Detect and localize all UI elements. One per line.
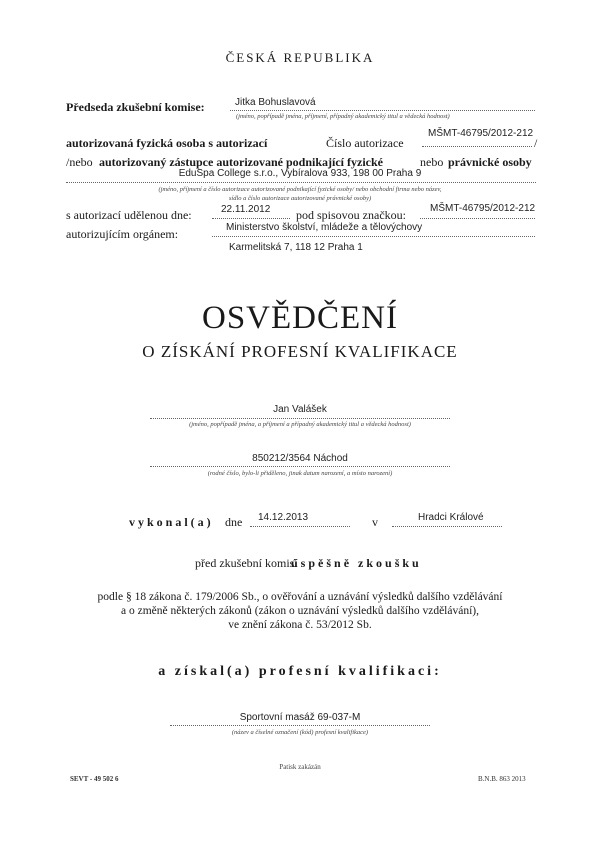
exam-date-dotline: [250, 526, 350, 527]
holder-name-dotline: [150, 418, 450, 419]
file-value: MŠMT-46795/2012-212: [430, 203, 536, 214]
authorization-or-prefix: /nebo: [66, 155, 93, 169]
exam-date-value: 14.12.2013: [258, 512, 309, 523]
exam-date-label: dne: [225, 515, 243, 529]
law-line-2: a o změně některých zákonů (zákon o uznávání výsledků dalšího vzdělávání),: [121, 605, 479, 617]
exam-place-label: v: [372, 515, 378, 529]
qualification-heading: a získal(a) profesní kvalifikaci:: [158, 664, 442, 679]
qualification-note: (název a číselné označení (kód) profesní kvalifikace): [231, 729, 369, 736]
examiner-note: (jméno, popřípadě jména, příjmení, případný akademický titul a vědecká hodnost): [236, 113, 450, 120]
authorization-number-label: Číslo autorizace: [326, 136, 404, 150]
holder-name: Jan Valášek: [273, 404, 327, 415]
exam-place-dotline: [392, 526, 502, 527]
examiner-name: Jitka Bohuslavová: [235, 97, 316, 108]
authorization-note-2: sídlo a číslo autorizace autorizované právnické osoby): [228, 195, 372, 202]
file-label: pod spisovou značkou:: [296, 208, 406, 222]
certificate-title: OSVĚDČENÍ: [202, 300, 398, 336]
footer-sevt: SEVT - 49 502 6: [70, 775, 119, 783]
authorization-type-label: autorizovaná fyzická osoba s autorizací: [66, 136, 268, 150]
country-header: ČESKÁ REPUBLIKA: [225, 50, 375, 65]
authorization-org-dotline: [66, 182, 536, 183]
holder-birth-dotline: [150, 466, 450, 467]
law-line-3: ve znění zákona č. 53/2012 Sb.: [228, 619, 372, 631]
file-dotline: [420, 218, 535, 219]
authorization-note-1: (jméno, příjmení a číslo autorizace autorizované podnikající fyzické osoby/ nebo obchodní firma nebo název,: [158, 186, 442, 193]
authorization-org-value: EduSpa College s.r.o., Vybíralova 933, 198 00 Praha 9: [178, 168, 422, 179]
footer-bnb: B.N.B. 863 2013: [478, 775, 526, 783]
authorization-rep-label: autorizovaný zástupce autorizované podnikající fyzické: [99, 155, 383, 169]
authority-label: autorizujícím orgánem:: [66, 227, 179, 241]
exam-before-label: před zkušební komisí: [195, 556, 298, 570]
authority-value: Ministerstvo školství, mládeže a tělovýchovy: [226, 222, 423, 233]
examiner-dotline: [230, 110, 535, 111]
law-line-1: podle § 18 zákona č. 179/2006 Sb., o ověřování a uznávání výsledků dalšího vzdělávání: [97, 591, 503, 603]
authorization-number-value: MŠMT-46795/2012-212: [428, 128, 534, 139]
authorization-rep-or: nebo: [420, 155, 444, 169]
authority-address: Karmelitská 7, 118 12 Praha 1: [229, 242, 363, 253]
qualification-dotline: [170, 725, 430, 726]
holder-birth: 850212/3564 Náchod: [252, 453, 348, 464]
exam-performed-label: vykonal(a): [129, 515, 214, 529]
granted-label: s autorizací udělenou dne:: [66, 208, 192, 222]
exam-place-value: Hradci Králové: [418, 512, 484, 523]
authorization-number-dotline: [422, 146, 532, 147]
granted-dotline: [212, 218, 290, 219]
qualification-value: Sportovní masáž 69-037-M: [239, 712, 361, 723]
authority-dotline: [212, 236, 535, 237]
examiner-label: Předseda zkušební komise:: [66, 100, 205, 114]
exam-result: úspěšně zkoušku: [291, 556, 422, 570]
authorization-rep-tail: právnické osoby: [448, 155, 532, 169]
authorization-slash: /: [534, 136, 538, 150]
holder-birth-note: (rodné číslo, bylo-li přiděleno, jinak datum narození, a místo narození): [207, 470, 393, 477]
reprint-notice: Patisk zakázán: [279, 763, 321, 771]
holder-name-note: (jméno, popřípadě jména, a příjmení a případný akademický titul a vědecká hodnost): [189, 421, 411, 428]
granted-date: 22.11.2012: [221, 204, 271, 215]
certificate-subtitle: O ZÍSKÁNÍ PROFESNÍ KVALIFIKACE: [142, 342, 458, 361]
